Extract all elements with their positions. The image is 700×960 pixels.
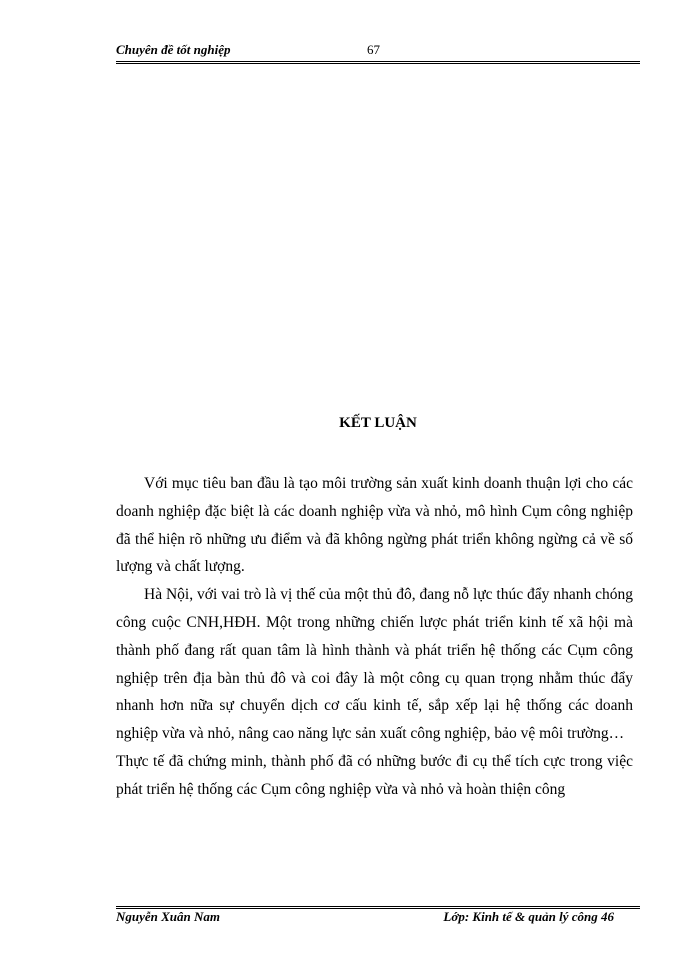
page-footer xyxy=(116,909,640,929)
footer-author: Nguyễn Xuân Nam xyxy=(116,909,221,924)
header-rule-secondary xyxy=(116,63,640,64)
document-body xyxy=(116,470,633,804)
header-rule xyxy=(116,61,640,62)
footer-rule xyxy=(116,906,640,907)
page-number: 67 xyxy=(367,42,380,57)
footer-class: Lớp: Kinh tế & quản lý công 46 xyxy=(443,909,614,924)
page-header xyxy=(116,40,640,62)
header-title: Chuyên đề tốt nghiệp xyxy=(116,42,231,57)
paragraph: Thực tế đã chứng minh, thành phố đã có những bước đi cụ thể tích cực trong việc phát triển hệ thống các Cụm công nghiệp vừa và nhỏ và hoàn thiện công xyxy=(116,752,633,798)
paragraph: Với mục tiêu ban đầu là tạo môi trường sản xuất kinh doanh thuận lợi cho các doanh nghiệp đặc biệt là các doanh nghiệp vừa và nhỏ, mô hình Cụm công nghiệp đã thể hiện rõ những ưu điểm và đã không ngừng phát triển không ngừng cả về số lượng và chất lượng. xyxy=(116,475,633,576)
paragraph: Hà Nội, với vai trò là vị thế của một thủ đô, đang nỗ lực thúc đẩy nhanh chóng công cuộc CNH,HĐH. Một trong những chiến lược phát triển kinh tế xã hội mà thành phố đang rất quan tâm là hình thành và phát triển hệ thống các Cụm công nghiệp trên địa bàn thủ đô và coi đây là một công cụ quan trọng nhằm thúc đẩy nhanh hơn nữa sự chuyển dịch cơ cấu kinh tế, sắp xếp lại hệ thống các doanh nghiệp vừa và nhỏ, nâng cao năng lực sản xuất công nghiệp, bảo vệ môi trường… xyxy=(116,586,633,743)
section-heading: KẾT LUẬN xyxy=(339,415,417,431)
